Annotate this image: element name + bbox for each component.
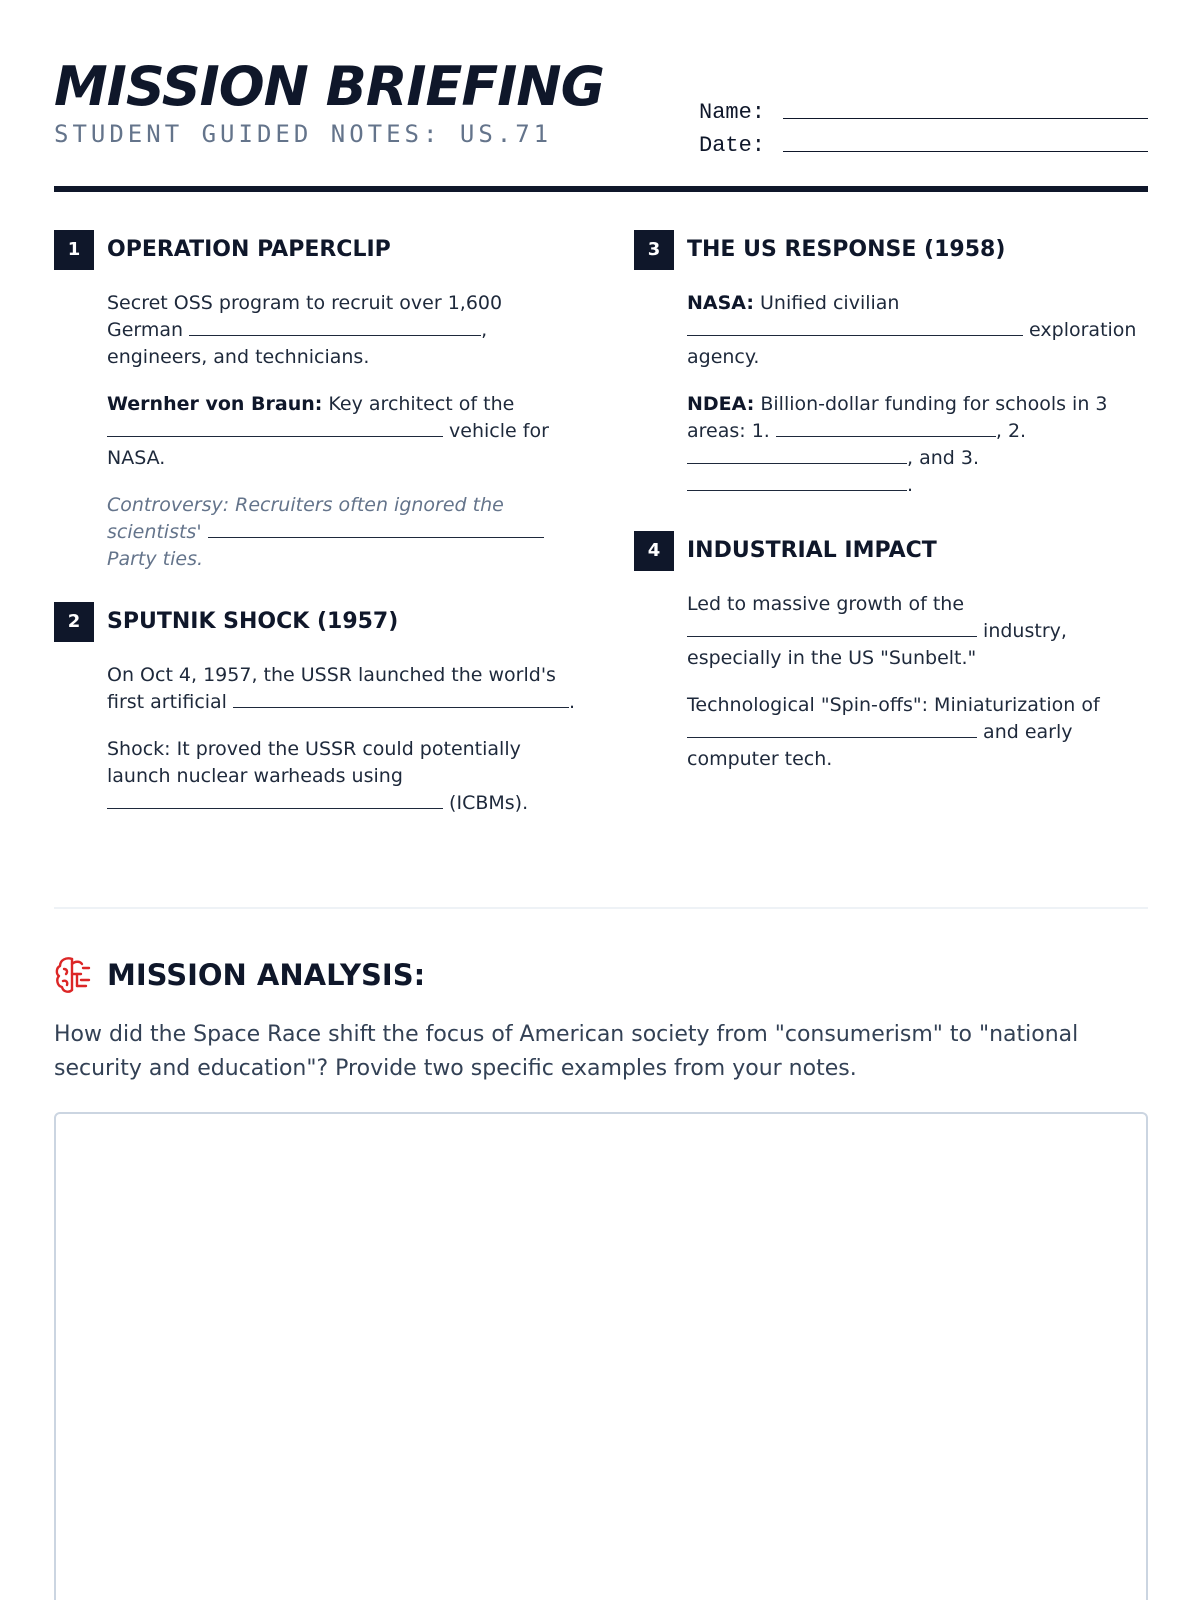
analysis-header bbox=[54, 955, 654, 995]
note-text: Secret OSS program to recruit over 1,600 German bbox=[107, 292, 503, 341]
fill-in-blank[interactable] bbox=[687, 720, 977, 738]
section-header bbox=[54, 602, 574, 642]
note-text: Billion-dollar funding for schools in 3 areas: 1. bbox=[687, 393, 1108, 442]
name-label: Name: bbox=[699, 100, 766, 125]
note-text: . bbox=[907, 474, 914, 496]
analysis-title: MISSION ANALYSIS: bbox=[107, 958, 426, 992]
section-number-badge: 1 bbox=[54, 230, 94, 270]
note-paragraph bbox=[687, 692, 1157, 773]
section-number-badge: 4 bbox=[634, 531, 674, 571]
fill-in-blank[interactable] bbox=[208, 520, 544, 538]
note-text: (ICBMs). bbox=[449, 792, 529, 814]
note-text: , 2. bbox=[995, 420, 1027, 442]
fill-in-blank[interactable] bbox=[107, 419, 443, 437]
page-subtitle: STUDENT GUIDED NOTES: US.71 bbox=[54, 120, 553, 148]
section-title: SPUTNIK SHOCK (1957) bbox=[107, 609, 399, 634]
note-text: Key architect of the bbox=[328, 393, 515, 415]
note-paragraph bbox=[687, 391, 1157, 499]
worksheet-header bbox=[54, 52, 1148, 192]
fill-in-blank[interactable] bbox=[189, 318, 481, 336]
section-title: THE US RESPONSE (1958) bbox=[687, 237, 1006, 262]
note-text: Controversy: Recruiters often ignored the scientists' bbox=[107, 494, 504, 543]
note-paragraph bbox=[107, 391, 577, 472]
fill-in-blank[interactable] bbox=[233, 690, 569, 708]
note-text: vehicle for NASA. bbox=[107, 420, 549, 469]
section-us-response bbox=[634, 230, 1154, 519]
analysis-question: How did the Space Race shift the focus of American society from "consumerism" to "national security and education"? Provide two specific examples from your notes. bbox=[54, 1022, 1079, 1081]
section-title: OPERATION PAPERCLIP bbox=[107, 237, 391, 262]
fill-in-blank[interactable] bbox=[687, 446, 907, 464]
note-text: , engineers, and technicians. bbox=[107, 319, 488, 368]
note-text: Unified civilian bbox=[760, 292, 900, 314]
note-text: exploration agency. bbox=[687, 319, 1137, 368]
note-paragraph bbox=[687, 591, 1157, 672]
note-paragraph bbox=[107, 492, 577, 573]
note-text: Led to massive growth of the bbox=[687, 593, 965, 615]
section-body bbox=[107, 662, 577, 817]
note-text: , and 3. bbox=[907, 447, 979, 469]
fill-in-blank[interactable] bbox=[687, 619, 977, 637]
section-number-badge: 3 bbox=[634, 230, 674, 270]
note-text: Shock: It proved the USSR could potentially launch nuclear warheads using bbox=[107, 738, 521, 787]
note-paragraph bbox=[687, 290, 1157, 371]
date-field[interactable] bbox=[699, 125, 1148, 158]
date-line[interactable] bbox=[783, 151, 1148, 152]
section-number-badge: 2 bbox=[54, 602, 94, 642]
answer-box[interactable] bbox=[54, 1112, 1148, 1600]
note-paragraph bbox=[107, 662, 577, 716]
fill-in-blank[interactable] bbox=[687, 318, 1023, 336]
note-text: industry, especially in the US "Sunbelt." bbox=[687, 620, 1067, 669]
fill-in-blank[interactable] bbox=[776, 419, 996, 437]
section-divider bbox=[54, 907, 1148, 909]
section-body bbox=[687, 591, 1157, 773]
note-term: Wernher von Braun: bbox=[107, 393, 323, 415]
fill-in-blank[interactable] bbox=[687, 473, 907, 491]
section-industrial-impact bbox=[634, 531, 1154, 793]
section-header bbox=[634, 230, 1154, 270]
worksheet-page bbox=[54, 0, 1148, 1600]
section-body bbox=[687, 290, 1157, 499]
brain-icon bbox=[54, 955, 92, 995]
name-field[interactable] bbox=[699, 92, 1148, 125]
note-paragraph bbox=[107, 290, 577, 371]
section-sputnik-shock bbox=[54, 602, 574, 837]
note-term: NDEA: bbox=[687, 393, 755, 415]
note-text: On Oct 4, 1957, the USSR launched the world's first artificial bbox=[107, 664, 556, 713]
name-line[interactable] bbox=[783, 118, 1148, 119]
section-title: INDUSTRIAL IMPACT bbox=[687, 538, 937, 563]
note-text: Party ties. bbox=[107, 548, 204, 570]
page-title: MISSION BRIEFING bbox=[54, 55, 604, 118]
section-body bbox=[107, 290, 577, 573]
note-paragraph bbox=[107, 736, 577, 817]
header-divider bbox=[54, 186, 1148, 192]
note-text: . bbox=[569, 691, 576, 713]
student-info-fields bbox=[699, 92, 1148, 158]
section-header bbox=[634, 531, 1154, 571]
note-text: Technological "Spin-offs": Miniaturization of bbox=[687, 694, 1100, 716]
note-term: NASA: bbox=[687, 292, 754, 314]
note-text: and early computer tech. bbox=[687, 721, 1073, 770]
date-label: Date: bbox=[699, 133, 766, 158]
section-operation-paperclip bbox=[54, 230, 574, 593]
section-header bbox=[54, 230, 574, 270]
fill-in-blank[interactable] bbox=[107, 791, 443, 809]
